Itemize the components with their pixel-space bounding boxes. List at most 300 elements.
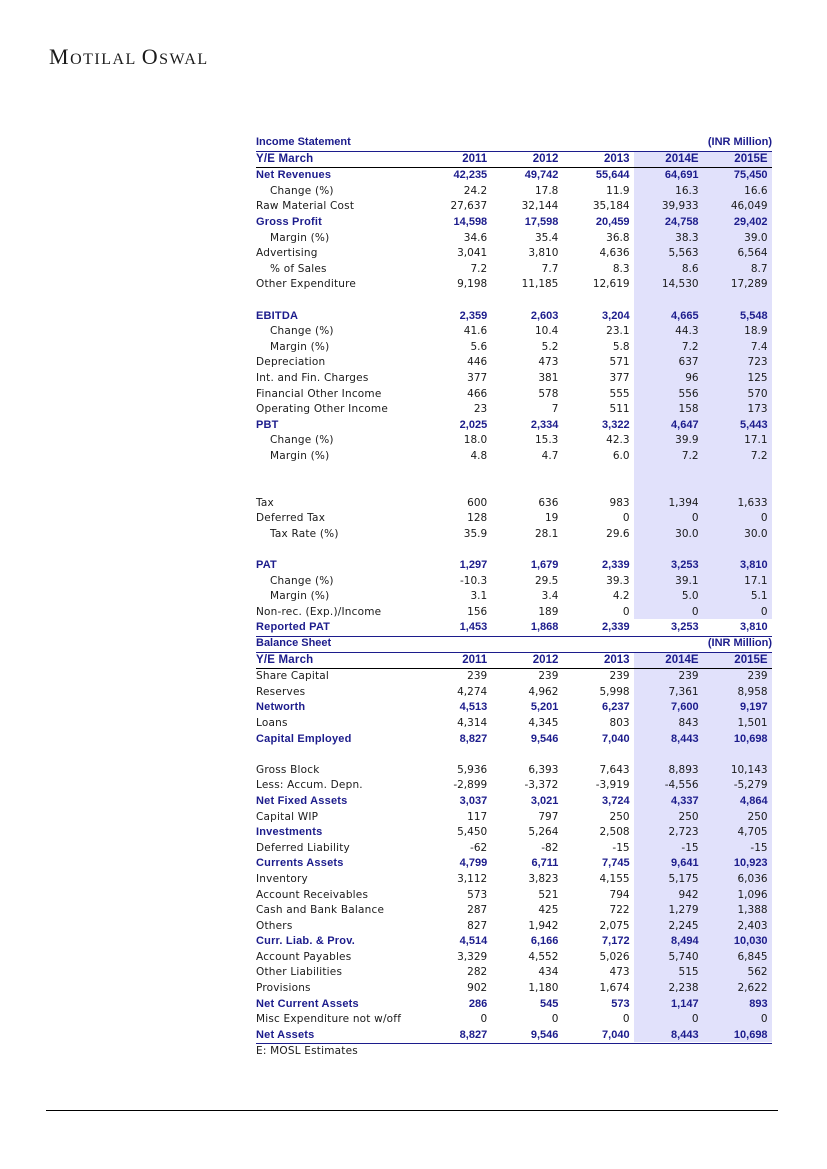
cell-value: 545 [540,997,559,1010]
cell-value: 3,253 [671,559,699,572]
cell-value: 9,546 [530,1028,559,1041]
row-label: Margin (%) [270,590,330,603]
cell-value: 35,184 [592,200,630,213]
cell-value: 2,339 [602,621,630,634]
cell-value: 5,026 [599,950,630,963]
cell-value: 10,698 [733,1028,768,1041]
cell-value: 556 [678,387,699,400]
table-row [256,246,772,262]
row-label: PAT [256,559,277,572]
table-row [256,997,772,1013]
cell-value: 39.0 [744,231,768,244]
cell-value: 8,443 [671,1028,699,1041]
cell-value: 24,758 [664,215,699,228]
table-row [256,732,772,748]
cell-value: 8,494 [671,935,699,948]
cell-value: -82 [541,841,559,854]
cell-value: -4,556 [664,779,699,792]
table-row [256,778,772,794]
cell-value: 38.3 [675,231,699,244]
cell-value: 39.1 [675,574,699,587]
header-label: Y/E March [256,152,314,165]
cell-value: 14,598 [453,215,488,228]
row-label: Currents Assets [256,857,344,870]
row-label: PBT [256,418,279,431]
cell-value: 189 [538,605,559,618]
cell-value: 4,636 [599,247,630,260]
cell-value: 10,923 [733,857,768,870]
spacer-row [256,480,772,496]
cell-value: 29.6 [606,527,630,540]
cell-value: 0 [691,1013,699,1026]
cell-value: 8,958 [737,685,768,698]
row-label: Account Payables [256,950,352,963]
cell-value: 7.2 [470,262,488,275]
cell-value: 3,322 [602,418,630,431]
cell-value: 158 [678,403,699,416]
cell-value: 0 [622,605,630,618]
table-row [256,794,772,810]
brand-initial-o: O [141,44,160,69]
row-label: Reported PAT [256,621,331,634]
cell-value: 6,845 [737,950,768,963]
cell-value: 4,962 [528,685,559,698]
table-row [256,496,772,512]
cell-value: 6,237 [602,701,630,714]
cell-value: 7,040 [602,1028,630,1041]
year-header: 2011 [462,653,488,666]
table-row [256,418,772,434]
cell-value: 555 [609,387,630,400]
cell-value: 39,933 [661,200,699,213]
cell-value: 27,637 [450,200,488,213]
cell-value: 24.2 [463,184,488,197]
cell-value: 9,197 [740,701,768,714]
row-label: Others [256,919,293,932]
cell-value: 10,698 [733,732,768,745]
cell-value: 4,337 [671,794,699,807]
cell-value: 1,297 [459,559,488,572]
brand-otilal: OTILAL [70,51,142,68]
row-label: Margin (%) [270,449,330,462]
cell-value: 7,361 [668,685,699,698]
table-row [256,324,772,340]
table-row [256,1012,772,1028]
cell-value: 5,936 [457,763,488,776]
cell-value: 5.0 [681,590,699,603]
table-row [256,950,772,966]
cell-value: 44.3 [675,325,699,338]
table-title: Balance Sheet [256,637,332,649]
cell-value: 5.2 [541,340,559,353]
unit-label: (INR Million) [707,136,772,148]
row-label: Tax Rate (%) [270,527,339,540]
cell-value: 4,647 [671,418,699,431]
row-label: EBITDA [256,309,299,322]
cell-value: 1,868 [530,621,559,634]
cell-value: 239 [678,670,699,683]
cell-value: 4,345 [528,716,559,729]
cell-value: 16.3 [675,184,699,197]
cell-value: 19 [545,512,559,525]
cell-value: 10.4 [534,325,559,338]
cell-value: 2,025 [459,418,488,431]
cell-value: 578 [538,387,559,400]
cell-value: 9,546 [530,732,559,745]
cell-value: 3,724 [602,794,630,807]
column-header-row [256,653,772,670]
cell-value: 96 [685,371,699,384]
cell-value: 2,339 [602,559,630,572]
cell-value: -62 [470,841,488,854]
cell-value: 23.1 [606,325,630,338]
cell-value: 239 [538,670,559,683]
row-label: Depreciation [256,356,326,369]
cell-value: 942 [678,888,699,901]
cell-value: -5,279 [733,779,768,792]
cell-value: 3,810 [528,247,559,260]
row-label: Operating Other Income [256,403,389,416]
row-label: Tax [256,496,274,509]
cell-value: 7,040 [602,732,630,745]
cell-value: 3,037 [459,794,488,807]
row-label: Gross Profit [256,215,322,228]
cell-value: 64,691 [664,169,699,182]
cell-value: 0 [760,1013,768,1026]
cell-value: 600 [467,496,488,509]
cell-value: 42.3 [606,434,630,447]
row-label: Net Assets [256,1028,315,1041]
cell-value: 723 [747,356,768,369]
row-label: Deferred Liability [256,841,350,854]
table-row [256,527,772,543]
table-row [256,277,772,293]
row-label: Margin (%) [270,231,330,244]
cell-value: -3,919 [595,779,630,792]
table-row [256,449,772,465]
row-label: Financial Other Income [256,387,382,400]
cell-value: 286 [468,997,488,1010]
cell-value: 7.4 [750,340,768,353]
table-row [256,700,772,716]
table-row [256,231,772,247]
table-row [256,825,772,841]
cell-value: 2,622 [737,982,768,995]
cell-value: 3,041 [457,247,488,260]
table-row [256,387,772,403]
row-label: Net Revenues [256,169,332,182]
cell-value: 4.8 [470,449,488,462]
table-row [256,965,772,981]
table-row [256,919,772,935]
table-row [256,355,772,371]
row-label: Loans [256,716,288,729]
cell-value: 239 [747,670,768,683]
year-header: 2014E [665,653,699,666]
cell-value: 573 [467,888,488,901]
row-label: Change (%) [270,574,334,587]
cell-value: 5,450 [457,826,488,839]
cell-value: 36.8 [606,231,630,244]
row-label: Gross Block [256,763,320,776]
cell-value: 5,264 [528,826,559,839]
cell-value: 7,643 [599,763,630,776]
cell-value: 3,112 [457,872,488,885]
cell-value: 39.9 [675,434,699,447]
cell-value: 7.2 [750,449,768,462]
table-row [256,620,772,637]
cell-value: 434 [538,966,559,979]
cell-value: 239 [467,670,488,683]
cell-value: 2,403 [737,919,768,932]
table-row [256,402,772,418]
cell-value: 0 [760,605,768,618]
year-header: 2015E [734,653,768,666]
cell-value: 3,021 [530,794,559,807]
cell-value: -2,899 [453,779,488,792]
row-label: Margin (%) [270,340,330,353]
row-label: Int. and Fin. Charges [256,371,369,384]
cell-value: 2,603 [530,309,559,322]
cell-value: 4,705 [737,826,768,839]
brand-logo [49,44,209,73]
cell-value: 17.1 [744,434,768,447]
spacer-row [256,542,772,558]
cell-value: 8,893 [668,763,699,776]
row-label: Change (%) [270,184,334,197]
cell-value: 287 [467,904,488,917]
cell-value: -15 [681,841,699,854]
cell-value: 46,049 [730,200,768,213]
table-row [256,184,772,200]
cell-value: 5,175 [668,872,699,885]
cell-value: 425 [538,904,559,917]
cell-value: 4,513 [459,701,488,714]
table-row [256,685,772,701]
row-label: Misc Expenditure not w/off [256,1013,402,1026]
header-label: Y/E March [256,653,314,666]
row-label: Change (%) [270,434,334,447]
cell-value: 117 [467,810,488,823]
year-header: 2012 [532,152,559,165]
cell-value: 5,548 [740,309,768,322]
spacer-row [256,293,772,309]
cell-value: 8,443 [671,732,699,745]
cell-value: 794 [609,888,630,901]
cell-value: 8.6 [681,262,699,275]
row-label: Change (%) [270,325,334,338]
table-title-row [256,135,772,152]
cell-value: 42,235 [453,169,488,182]
cell-value: -10.3 [460,574,488,587]
row-label: Other Expenditure [256,278,357,291]
cell-value: 466 [467,387,488,400]
cell-value: 1,388 [737,904,768,917]
cell-value: 7.7 [541,262,559,275]
cell-value: 18.9 [744,325,768,338]
table-row [256,810,772,826]
cell-value: 893 [749,997,768,1010]
cell-value: 902 [467,982,488,995]
row-label: Other Liabilities [256,966,343,979]
brand-swal: SWAL [159,51,209,68]
cell-value: 16.6 [744,184,768,197]
cell-value: 239 [609,670,630,683]
cell-value: 6,711 [531,857,559,870]
cell-value: 23 [473,403,488,416]
cell-value: 573 [611,997,630,1010]
cell-value: 5,998 [599,685,630,698]
balance-sheet-table [256,636,772,1059]
cell-value: 7,172 [602,935,630,948]
cell-value: 3,329 [457,950,488,963]
cell-value: 17.1 [744,574,768,587]
cell-value: 827 [467,919,488,932]
row-label: Advertising [256,247,318,260]
table-row [256,856,772,872]
cell-value: 797 [538,810,559,823]
cell-value: 3,823 [528,872,559,885]
cell-value: 8.7 [750,262,768,275]
cell-value: 7,745 [602,857,630,870]
cell-value: 20,459 [595,215,630,228]
cell-value: 49,742 [524,169,559,182]
cell-value: 0 [760,512,768,525]
cell-value: 0 [691,605,699,618]
cell-value: -15 [750,841,768,854]
cell-value: 511 [609,403,630,416]
cell-value: 7.2 [681,449,699,462]
cell-value: 15.3 [534,434,559,447]
cell-value: 7.2 [681,340,699,353]
table-row [256,215,772,231]
cell-value: 3,253 [671,621,699,634]
row-label: Investments [256,826,323,839]
year-header: 2012 [532,653,559,666]
cell-value: 722 [609,904,630,917]
cell-value: 4,514 [459,935,488,948]
cell-value: 0 [622,1013,630,1026]
cell-value: 6,564 [737,247,768,260]
cell-value: 7,600 [671,701,699,714]
cell-value: 7 [551,403,559,416]
cell-value: 282 [467,966,488,979]
unit-label: (INR Million) [707,637,772,649]
cell-value: 5.1 [750,590,768,603]
income-statement-table [256,135,772,637]
cell-value: 1,096 [737,888,768,901]
cell-value: 1,674 [599,982,630,995]
cell-value: 2,245 [668,919,699,932]
cell-value: 377 [467,371,488,384]
table-row [256,574,772,590]
cell-value: 1,633 [737,496,768,509]
cell-value: 1,453 [459,621,488,634]
cell-value: 39.3 [606,574,630,587]
cell-value: 35.9 [463,527,488,540]
cell-value: 12,619 [592,278,630,291]
table-row [256,558,772,574]
cell-value: 3,810 [740,621,768,634]
row-label: Capital WIP [256,810,319,823]
row-label: Non-rec. (Exp.)/Income [256,605,382,618]
cell-value: 562 [747,966,768,979]
row-label: Inventory [256,872,308,885]
row-label: Curr. Liab. & Prov. [256,935,355,948]
cell-value: 2,238 [668,982,699,995]
cell-value: 8,827 [459,1028,488,1041]
footer-divider [46,1110,778,1111]
table-row [256,716,772,732]
row-label: Reserves [256,685,306,698]
cell-value: 4,665 [671,309,699,322]
cell-value: 377 [609,371,630,384]
cell-value: 2,723 [668,826,699,839]
cell-value: 571 [609,356,630,369]
row-label: Provisions [256,982,311,995]
cell-value: 0 [622,512,630,525]
table-row [256,589,772,605]
cell-value: 2,334 [530,418,559,431]
table-title: Income Statement [256,136,351,148]
cell-value: 2,075 [599,919,630,932]
cell-value: 4,799 [459,857,488,870]
cell-value: 1,147 [671,997,699,1010]
cell-value: 636 [538,496,559,509]
row-label: Less: Accum. Depn. [256,779,363,792]
cell-value: 28.1 [534,527,559,540]
row-label: Net Current Assets [256,997,359,1010]
cell-value: 8,827 [459,732,488,745]
cell-value: 8.3 [612,262,630,275]
cell-value: 381 [538,371,559,384]
cell-value: 5.8 [612,340,630,353]
cell-value: 10,030 [733,935,768,948]
cell-value: 29,402 [733,215,768,228]
cell-value: 1,942 [528,919,559,932]
table-row [256,371,772,387]
cell-value: 32,144 [521,200,559,213]
year-header: 2013 [603,653,630,666]
cell-value: 6,036 [737,872,768,885]
row-label: Networth [256,701,306,714]
cell-value: 2,508 [599,826,630,839]
cell-value: 6,393 [528,763,559,776]
cell-value: 4,314 [457,716,488,729]
cell-value: 173 [747,403,768,416]
table-row [256,340,772,356]
cell-value: 803 [609,716,630,729]
cell-value: 5,443 [740,418,768,431]
cell-value: 4,155 [599,872,630,885]
year-header: 2011 [462,152,488,165]
table-row [256,903,772,919]
table-row [256,262,772,278]
cell-value: 0 [551,1013,559,1026]
table-row [256,981,772,997]
table-row [256,433,772,449]
cell-value: 18.0 [463,434,488,447]
cell-value: 1,279 [668,904,699,917]
cell-value: 637 [678,356,699,369]
cell-value: 17,289 [730,278,768,291]
table-row [256,605,772,621]
cell-value: 6.0 [612,449,630,462]
row-label: Account Receivables [256,888,369,901]
row-label: Deferred Tax [256,512,326,525]
cell-value: 3,810 [740,559,768,572]
cell-value: 4.2 [612,590,630,603]
